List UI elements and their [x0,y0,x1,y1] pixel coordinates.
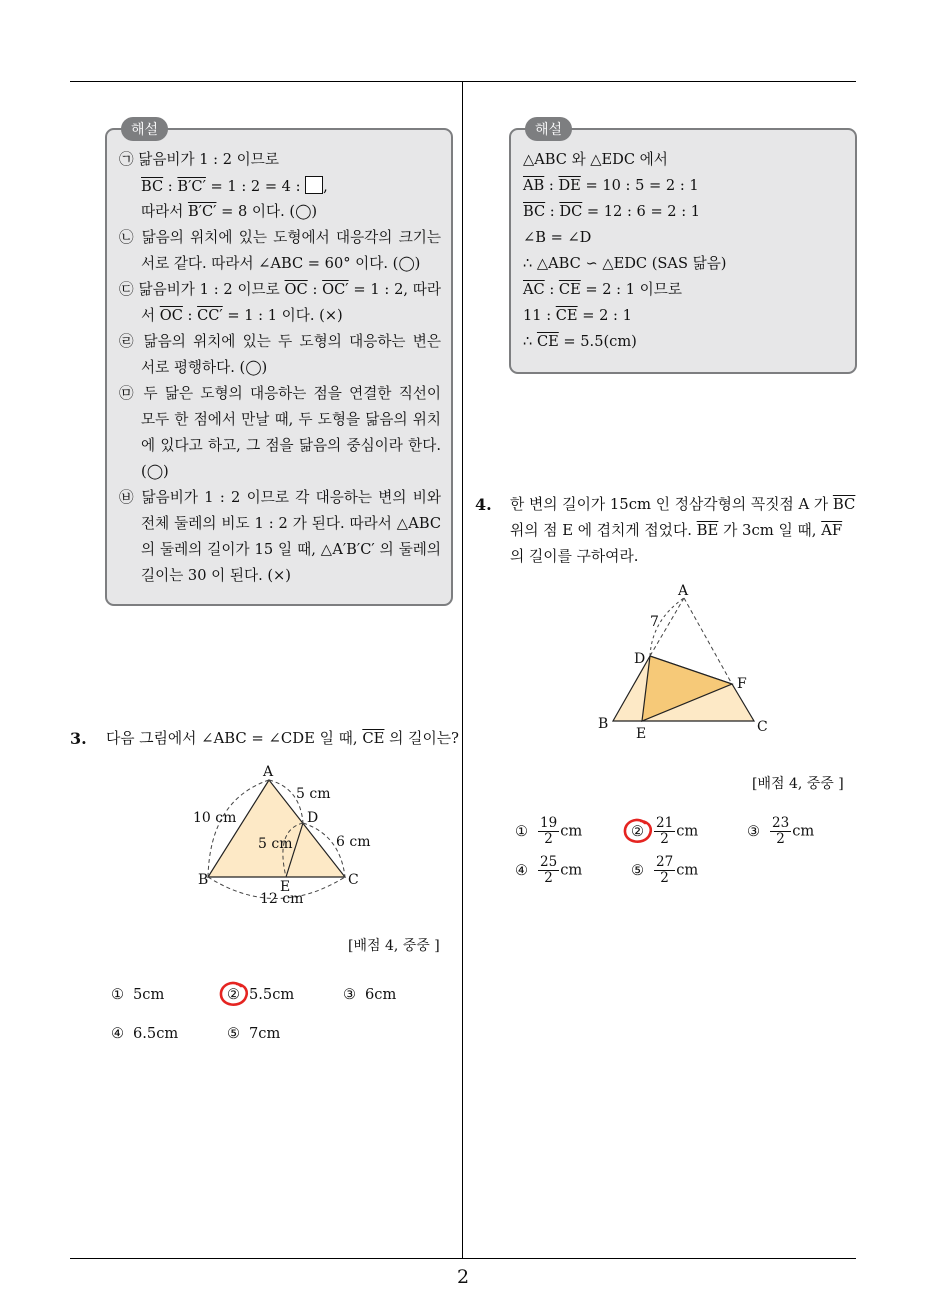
left-line-8: ㉣ 닮음의 위치에 있는 두 도형의 대응하는 변은 [119,333,441,350]
left-line-5: 서로 같다. 따라서 ∠ABC = 60° 이다. (◯) [141,255,421,272]
label-f: F [737,676,747,692]
q4-choice-4[interactable]: ④ $\frac{25}{2}$ cm [515,854,583,886]
label-e: E [280,879,291,895]
q3-choice-1[interactable]: ① 5cm [111,986,165,1003]
q4-line-2: 위의 점 E 에 겹치게 접었다. $\overline{BE}$ 가 3cm 일 때, $\overline{AF}$ [510,522,843,539]
left-line-12: 에 있다고 하고, 그 점을 닮음의 중심이라 한다. [141,437,441,454]
q3-figure [190,760,390,910]
left-line-17: 길이는 30 이 된다. (×) [141,567,291,584]
solution-tag: 해설 [525,117,572,141]
label-b: B [598,716,609,732]
left-line-11: 모두 한 점에서 만날 때, 두 도형을 닮음의 위치 [141,411,441,428]
label-a: A [678,583,689,599]
label-b: B [198,872,209,888]
right-line-7: 11 : $\overline{CE} = 2$ : 1 [523,307,632,324]
q4-number: 4. [475,495,492,514]
left-line-16: 의 둘레의 길이가 15 일 때, △A′B′C′ 의 둘레의 [141,541,441,558]
q3-choice-3[interactable]: ③ 6cm [343,986,397,1003]
label-d: D [307,810,319,826]
right-line-6: $\overline{AC}$ : $\overline{CE} = 2$ : 1 이므로 [523,281,682,298]
solution-tag: 해설 [121,117,168,141]
right-solution-box [509,122,857,374]
q4-line-3: 의 길이를 구하여라. [510,548,639,565]
q4-choice-2[interactable]: ② $\frac{21}{2}$ cm [631,815,699,847]
left-line-1: ㉠ 닮음비가 1 : 2 이므로 [119,151,279,168]
label-c: C [757,719,768,735]
left-line-14: ㉥ 닮음비가 1 : 2 이므로 각 대응하는 변의 비와 [119,489,441,506]
label-bc: 12 cm [260,891,304,907]
blank-box [305,176,323,194]
q4-choice-5[interactable]: ⑤ $\frac{27}{2}$ cm [631,854,699,886]
q4-meta: [배점 4, 중중 ] [752,776,844,792]
left-line-4: ㉡ 닮음의 위치에 있는 도형에서 대응각의 크기는 [119,229,441,246]
q4-line-1: 한 변의 길이가 15cm 인 정삼각형의 꼭짓점 A 가 $\overline{BC}$ [510,496,856,513]
label-c: C [348,872,359,888]
left-line-15: 전체 둘레의 비도 1 : 2 가 된다. 따라서 △ABC [141,515,441,532]
q3-choice-5[interactable]: ⑤ 7cm [227,1025,281,1042]
left-line-9: 서로 평행하다. (◯) [141,359,268,376]
q3-text: 다음 그림에서 ∠ABC = ∠CDE 일 때, $\overline{CE}$ 의 길이는? [106,730,459,747]
right-line-1: △ABC 와 △EDC 에서 [523,151,668,168]
q3-number: 3. [70,729,87,748]
right-line-4: ∠B = ∠D [523,229,592,246]
left-line-13: (◯) [141,463,169,480]
left-solution-box [105,122,453,606]
q4-answer-circle [621,817,655,847]
bottom-rule [70,1258,856,1259]
label-d: D [634,651,646,667]
q3-meta: [배점 4, 중중 ] [348,938,440,954]
right-line-3: $\overline{BC}$ : $\overline{DC} = 12$ : 6 = 2 : 1 [523,203,701,220]
left-line-7: 서 $\overline{OC}$ : CC′ = 1 : 1 이다. (×) [141,307,343,324]
left-line-3: 따라서 B′C′ = 8 이다. (◯) [141,203,318,220]
column-divider [462,82,463,1258]
left-line-2: $\overline{BC}$ : B′C′ = 1 : 2 = 4 : , [141,178,328,195]
top-rule [70,81,856,82]
q3-answer-circle [217,980,251,1010]
page-number: 2 [456,1266,470,1288]
left-line-10: ㉤ 두 닮은 도형의 대응하는 점을 연결한 직선이 [119,385,441,402]
q4-figure [590,580,790,750]
label-ad: 7 [650,614,659,630]
right-line-8: ∴ $\overline{CE} = 5.5(cm)$ [523,333,637,350]
label-ab: 10 cm [193,810,237,826]
label-ad: 5 cm [296,786,331,802]
q4-choice-1[interactable]: ① $\frac{19}{2}$ cm [515,815,583,847]
q3-choice-4[interactable]: ④ 6.5cm [111,1025,179,1042]
label-dc: 6 cm [336,834,371,850]
label-a: A [263,764,274,780]
right-line-5: ∴ △ABC ∽ △EDC (SAS 닮음) [523,255,727,272]
right-line-2: $\overline{AB}$ : $\overline{DE} = 10$ : 5 = 2 : 1 [523,177,699,194]
q4-choice-3[interactable]: ③ $\frac{23}{2}$ cm [747,815,815,847]
label-e: E [636,726,647,742]
left-line-6: ㉢ 닮음비가 1 : 2 이므로 $\overline{OC}$ : OC′ = 1 : 2, 따라 [119,281,441,298]
label-de: 5 cm [258,836,293,852]
q3-choice-2[interactable]: ② 5.5cm [227,986,295,1003]
